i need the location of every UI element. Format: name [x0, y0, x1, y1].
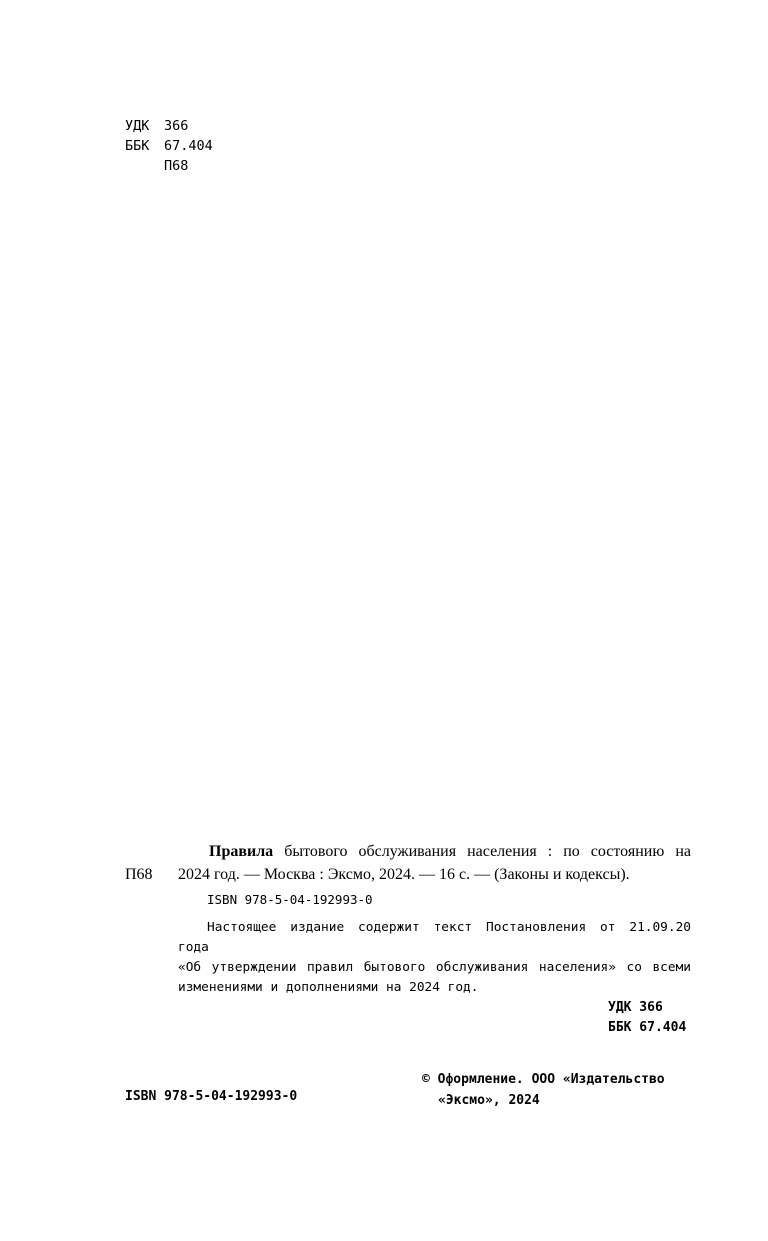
udk-code: УДК 366	[608, 1000, 663, 1015]
bbk-label: ББК	[125, 138, 150, 154]
entry-title: Правила	[209, 843, 274, 860]
udk-value: 366	[164, 118, 189, 134]
entry-imprint: 2024 год. — Москва : Эксмо, 2024. — 16 с. — (Законы и кодексы).	[178, 866, 630, 883]
entry-line-1	[125, 840, 691, 863]
udk-label: УДК	[125, 118, 150, 134]
copyright-notice	[422, 1069, 665, 1111]
entry-isbn: ISBN 978-5-04-192993-0	[207, 892, 373, 907]
bbk-row	[125, 136, 213, 156]
footer-isbn: ISBN 978-5-04-192993-0	[125, 1089, 298, 1104]
copyright-line-1: © Оформление. ООО «Издательство	[422, 1072, 665, 1087]
copyright-line-2: «Эксмо», 2024	[438, 1093, 540, 1108]
entry-line-2	[125, 863, 691, 886]
bbk-code: ББК 67.404	[608, 1020, 687, 1035]
bibliographic-entry	[125, 840, 691, 886]
author-mark: П68	[164, 158, 189, 174]
annotation-line-3: изменениями и дополнениями на 2024 год.	[178, 980, 479, 995]
classification-codes-right	[608, 998, 691, 1038]
annotation-line-1: Настоящее издание содержит текст Постановления от 21.09.20 года	[178, 920, 691, 955]
bibliographic-record	[125, 840, 691, 1038]
annotation	[125, 918, 691, 998]
bbk-value: 67.404	[164, 138, 213, 154]
classification-block	[125, 116, 213, 176]
author-mark-row	[125, 156, 213, 176]
udk-row	[125, 116, 213, 136]
annotation-line-2: «Об утверждении правил бытового обслуживания населения» со всеми	[178, 960, 691, 975]
entry-author-mark: П68	[125, 866, 153, 883]
entry-title-rest: бытового обслуживания населения : по состоянию на	[284, 843, 692, 860]
